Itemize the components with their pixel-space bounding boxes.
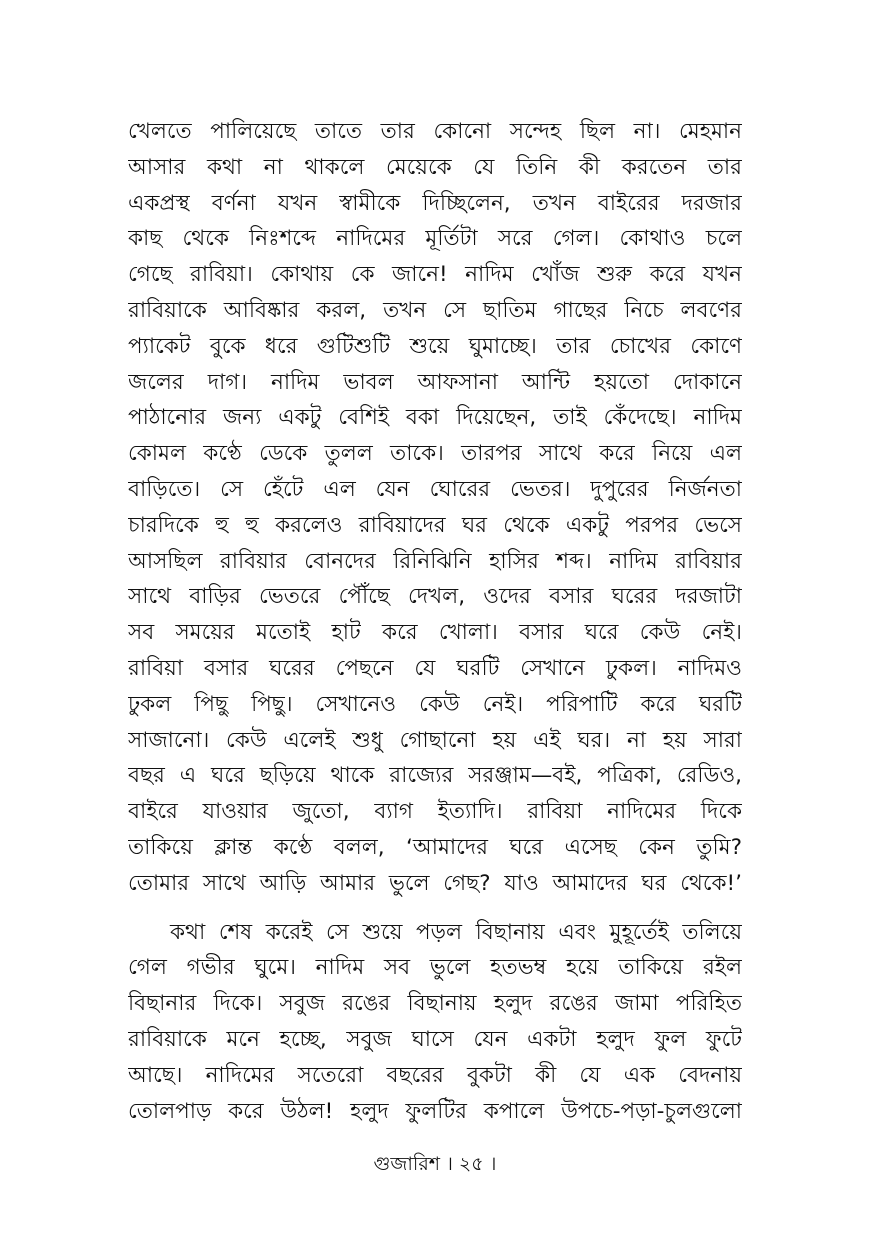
text-line: প্যাকেট বুকে ধরে গুটিশুটি শুয়ে ঘুমাচ্ছে। তার চোখের কোণে [128, 333, 742, 359]
text-line: বাইরে যাওয়ার জুতো, ব্যাগ ইত্যাদি। রাবিয়া নাদিমের দিকে [128, 799, 742, 825]
text-line: সাজানো। কেউ এলেই শুধু গোছানো হয় এই ঘর। না হয় সারা [128, 727, 742, 753]
text-line: বছর এ ঘরে ছড়িয়ে থাকে রাজ্যের সরঞ্জাম—বই, পত্রিকা, রেডিও, [128, 763, 742, 789]
text-line: আসার কথা না থাকলে মেয়েকে যে তিনি কী করতেন তার [128, 154, 742, 180]
text-line: কথা শেষ করেই সে শুয়ে পড়ল বিছানায় এবং মুহূর্তেই তলিয়ে [170, 919, 742, 945]
text-line: রাবিয়া বসার ঘরের পেছনে যে ঘরটি সেখানে ঢুকল। নাদিমও [128, 655, 742, 681]
text-line: রাবিয়াকে আবিষ্কার করল, তখন সে ছাতিম গাছের নিচে লবণের [128, 297, 742, 323]
text-line: সাথে বাড়ির ভেতরে পৌঁছে দেখল, ওদের বসার ঘরের দরজাটা [128, 584, 742, 610]
paragraph-1 [128, 114, 742, 902]
text-line: আসছিল রাবিয়ার বোনদের রিনিঝিনি হাসির শব্দ। নাদিম রাবিয়ার [128, 548, 742, 574]
text-line: সব সময়ের মতোই হাট করে খোলা। বসার ঘরে কেউ নেই। [128, 620, 742, 646]
text-line: আছে। নাদিমের সতেরো বছরের বুকটা কী যে এক বেদনায় [128, 1062, 742, 1088]
text-line: গেল গভীর ঘুমে। নাদিম সব ভুলে হতভম্ব হয়ে তাকিয়ে রইল [128, 955, 742, 981]
text-line: খেলতে পালিয়েছে তাতে তার কোনো সন্দেহ ছিল না। মেহমান [128, 119, 742, 144]
text-line: চারদিকে হু হু করলেও রাবিয়াদের ঘর থেকে একটু পরপর ভেসে [128, 512, 742, 538]
text-line: তোলপাড় করে উঠল! হলুদ ফুলটির কপালে উপচে-পড়া-চুলগুলো [128, 1098, 742, 1124]
body-text [128, 114, 742, 1129]
page-footer: গুজারিশ । ২৫ । [373, 1153, 497, 1175]
text-line: তাকিয়ে ক্লান্ত কণ্ঠে বলল, ‘আমাদের ঘরে এসেছ কেন তুমি? [128, 834, 742, 860]
text-line: গেছে রাবিয়া। কোথায় কে জানে! নাদিম খোঁজ শুরু করে যখন [128, 262, 742, 288]
text-line: ঢুকল পিছু পিছু। সেখানেও কেউ নেই। পরিপাটি করে ঘরটি [128, 691, 742, 717]
text-line: বিছানার দিকে। সবুজ রঙের বিছানায় হলুদ রঙের জামা পরিহিত [128, 991, 742, 1017]
text-line: পাঠানোর জন্য একটু বেশিই বকা দিয়েছেন, তাই কেঁদেছে। নাদিম [128, 405, 742, 431]
text-line: জলের দাগ। নাদিম ভাবল আফসানা আন্টি হয়তো দোকানে [128, 369, 742, 395]
text-line: বাড়িতে। সে হেঁটে এল যেন ঘোরের ভেতর। দুপুরের নির্জনতা [128, 476, 742, 502]
paragraph-2 [128, 915, 742, 1130]
text-line: কোমল কণ্ঠে ডেকে তুলল তাকে। তারপর সাথে করে নিয়ে এল [128, 441, 742, 467]
text-line: তোমার সাথে আড়ি আমার ভুলে গেছ? যাও আমাদের ঘর থেকে!’ [128, 870, 742, 896]
text-line: কাছ থেকে নিঃশব্দে নাদিমের মূর্তিটা সরে গেল। কোথাও চলে [128, 226, 742, 252]
text-line: একপ্রস্থ বর্ণনা যখন স্বামীকে দিচ্ছিলেন, তখন বাইরের দরজার [128, 190, 742, 216]
text-line: রাবিয়াকে মনে হচ্ছে, সবুজ ঘাসে যেন একটা হলুদ ফুল ফুটে [128, 1026, 742, 1052]
